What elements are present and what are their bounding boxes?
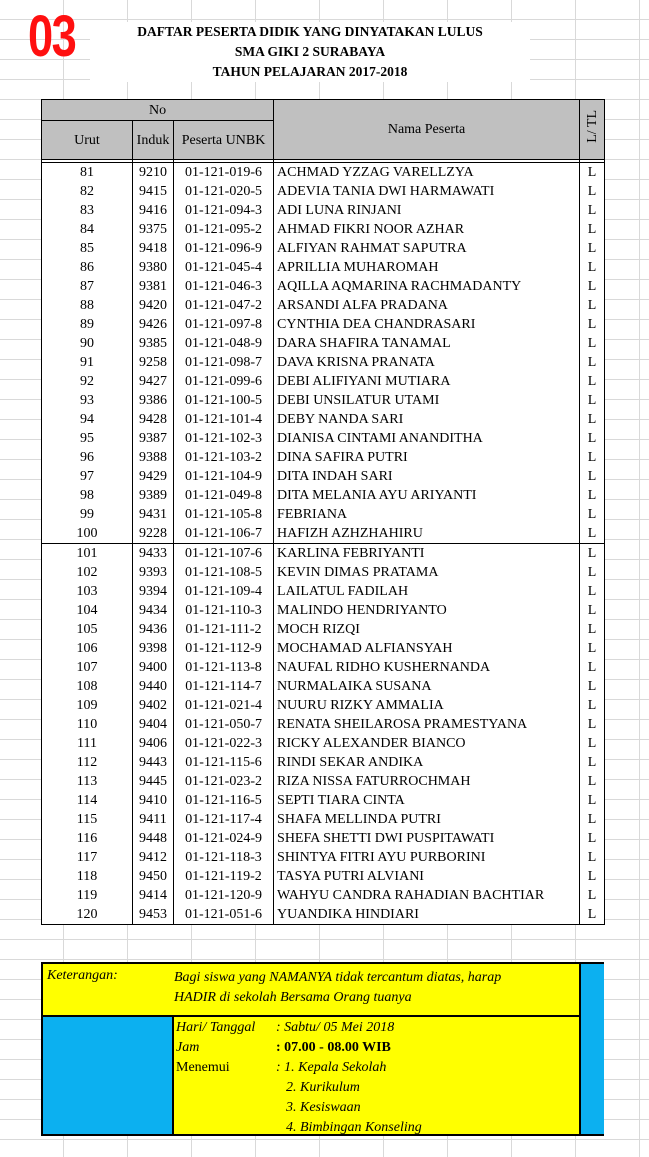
cell-induk: 9450 bbox=[133, 867, 174, 886]
cell-lt: L bbox=[580, 334, 605, 353]
cell-induk: 9433 bbox=[133, 544, 174, 564]
cell-lt: L bbox=[580, 372, 605, 391]
table-row bbox=[42, 429, 605, 448]
cell-induk: 9386 bbox=[133, 391, 174, 410]
cell-nama: KEVIN DIMAS PRATAMA bbox=[274, 563, 580, 582]
cell-lt: L bbox=[580, 467, 605, 486]
cell-induk: 9426 bbox=[133, 315, 174, 334]
cell-lt: L bbox=[580, 829, 605, 848]
cell-lt: L bbox=[580, 544, 605, 564]
cell-lt: L bbox=[580, 315, 605, 334]
cell-urut: 116 bbox=[42, 829, 133, 848]
cell-urut: 93 bbox=[42, 391, 133, 410]
table-row bbox=[42, 677, 605, 696]
keterangan-text bbox=[174, 968, 574, 1008]
cell-induk: 9416 bbox=[133, 201, 174, 220]
cell-lt: L bbox=[580, 277, 605, 296]
table-row bbox=[42, 486, 605, 505]
title-line-3: TAHUN PELAJARAN 2017-2018 bbox=[212, 64, 408, 79]
cell-induk: 9443 bbox=[133, 753, 174, 772]
cell-lt: L bbox=[580, 848, 605, 867]
cell-lt: L bbox=[580, 296, 605, 315]
cell-induk: 9434 bbox=[133, 601, 174, 620]
cell-urut: 109 bbox=[42, 696, 133, 715]
cell-urut: 83 bbox=[42, 201, 133, 220]
cell-unbk: 01-121-114-7 bbox=[174, 677, 274, 696]
cell-unbk: 01-121-108-5 bbox=[174, 563, 274, 582]
cell-nama: DITA MELANIA AYU ARIYANTI bbox=[274, 486, 580, 505]
document-title bbox=[90, 22, 530, 82]
cell-nama: WAHYU CANDRA RAHADIAN BACHTIAR bbox=[274, 886, 580, 905]
cell-lt: L bbox=[580, 201, 605, 220]
cell-induk: 9385 bbox=[133, 334, 174, 353]
cell-unbk: 01-121-050-7 bbox=[174, 715, 274, 734]
cell-induk: 9418 bbox=[133, 239, 174, 258]
cell-induk: 9388 bbox=[133, 448, 174, 467]
cell-induk: 9258 bbox=[133, 353, 174, 372]
page-number: 03 bbox=[28, 4, 76, 69]
table-row bbox=[42, 315, 605, 334]
cell-nama: FEBRIANA bbox=[274, 505, 580, 524]
cell-unbk: 01-121-049-8 bbox=[174, 486, 274, 505]
cell-lt: L bbox=[580, 391, 605, 410]
cell-urut: 114 bbox=[42, 791, 133, 810]
table-row bbox=[42, 848, 605, 867]
table-row bbox=[42, 696, 605, 715]
cell-unbk: 01-121-019-6 bbox=[174, 163, 274, 183]
cell-induk: 9380 bbox=[133, 258, 174, 277]
cell-lt: L bbox=[580, 429, 605, 448]
cell-unbk: 01-121-024-9 bbox=[174, 829, 274, 848]
table-row bbox=[42, 410, 605, 429]
title-line-2: SMA GIKI 2 SURABAYA bbox=[234, 44, 386, 59]
header-unbk: Peserta UNBK bbox=[174, 121, 274, 160]
cell-induk: 9445 bbox=[133, 772, 174, 791]
cell-nama: SHEFA SHETTI DWI PUSPITAWATI bbox=[274, 829, 580, 848]
cell-urut: 97 bbox=[42, 467, 133, 486]
table-row bbox=[42, 544, 605, 564]
cell-induk: 9411 bbox=[133, 810, 174, 829]
cell-urut: 102 bbox=[42, 563, 133, 582]
cell-unbk: 01-121-023-2 bbox=[174, 772, 274, 791]
cell-nama: APRILLIA MUHAROMAH bbox=[274, 258, 580, 277]
blue-block-right bbox=[579, 964, 604, 1134]
table-row bbox=[42, 582, 605, 601]
cell-urut: 111 bbox=[42, 734, 133, 753]
cell-lt: L bbox=[580, 163, 605, 183]
header-lt-label: L/ TL bbox=[584, 110, 600, 143]
cell-urut: 108 bbox=[42, 677, 133, 696]
cell-unbk: 01-121-113-8 bbox=[174, 658, 274, 677]
cell-nama: SHINTYA FITRI AYU PURBORINI bbox=[274, 848, 580, 867]
info-box bbox=[41, 962, 604, 1136]
cell-urut: 98 bbox=[42, 486, 133, 505]
cell-unbk: 01-121-109-4 bbox=[174, 582, 274, 601]
cell-lt: L bbox=[580, 715, 605, 734]
table-row bbox=[42, 658, 605, 677]
cell-lt: L bbox=[580, 258, 605, 277]
cell-lt: L bbox=[580, 905, 605, 925]
title-line-1: DAFTAR PESERTA DIDIK YANG DINYATAKAN LULUS bbox=[137, 24, 483, 39]
menemui-2: 2. Kurikulum bbox=[286, 1080, 360, 1095]
cell-urut: 112 bbox=[42, 753, 133, 772]
table-row bbox=[42, 201, 605, 220]
cell-urut: 103 bbox=[42, 582, 133, 601]
hari-label: Hari/ Tanggal bbox=[176, 1020, 256, 1035]
table-row bbox=[42, 258, 605, 277]
cell-unbk: 01-121-111-2 bbox=[174, 620, 274, 639]
table-row bbox=[42, 563, 605, 582]
cell-nama: DEBI UNSILATUR UTAMI bbox=[274, 391, 580, 410]
cell-induk: 9415 bbox=[133, 182, 174, 201]
cell-urut: 101 bbox=[42, 544, 133, 564]
cell-unbk: 01-121-102-3 bbox=[174, 429, 274, 448]
table-row bbox=[42, 239, 605, 258]
cell-urut: 85 bbox=[42, 239, 133, 258]
cell-induk: 9429 bbox=[133, 467, 174, 486]
cell-nama: YUANDIKA HINDIARI bbox=[274, 905, 580, 925]
cell-induk: 9402 bbox=[133, 696, 174, 715]
cell-nama: DEBI ALIFIYANI MUTIARA bbox=[274, 372, 580, 391]
cell-lt: L bbox=[580, 582, 605, 601]
cell-unbk: 01-121-112-9 bbox=[174, 639, 274, 658]
cell-lt: L bbox=[580, 563, 605, 582]
table-row bbox=[42, 182, 605, 201]
table-row bbox=[42, 391, 605, 410]
cell-nama: LAILATUL FADILAH bbox=[274, 582, 580, 601]
cell-nama: SEPTI TIARA CINTA bbox=[274, 791, 580, 810]
cell-lt: L bbox=[580, 524, 605, 544]
cell-lt: L bbox=[580, 486, 605, 505]
cell-urut: 88 bbox=[42, 296, 133, 315]
cell-nama: KARLINA FEBRIYANTI bbox=[274, 544, 580, 564]
student-table bbox=[41, 99, 605, 925]
cell-nama: RIZA NISSA FATURROCHMAH bbox=[274, 772, 580, 791]
header-urut: Urut bbox=[42, 121, 133, 160]
cell-unbk: 01-121-099-6 bbox=[174, 372, 274, 391]
cell-urut: 119 bbox=[42, 886, 133, 905]
cell-nama: RENATA SHEILAROSA PRAMESTYANA bbox=[274, 715, 580, 734]
cell-lt: L bbox=[580, 220, 605, 239]
keterangan-line-2: HADIR di sekolah Bersama Orang tuanya bbox=[174, 990, 412, 1005]
table-row bbox=[42, 448, 605, 467]
cell-lt: L bbox=[580, 620, 605, 639]
cell-urut: 95 bbox=[42, 429, 133, 448]
cell-nama: NUURU RIZKY AMMALIA bbox=[274, 696, 580, 715]
cell-lt: L bbox=[580, 696, 605, 715]
cell-induk: 9448 bbox=[133, 829, 174, 848]
cell-induk: 9431 bbox=[133, 505, 174, 524]
cell-induk: 9453 bbox=[133, 905, 174, 925]
cell-nama: MOCHAMAD ALFIANSYAH bbox=[274, 639, 580, 658]
cell-unbk: 01-121-022-3 bbox=[174, 734, 274, 753]
schedule-details bbox=[174, 1018, 574, 1138]
cell-unbk: 01-121-116-5 bbox=[174, 791, 274, 810]
cell-induk: 9436 bbox=[133, 620, 174, 639]
cell-induk: 9393 bbox=[133, 563, 174, 582]
cell-nama: DEBY NANDA SARI bbox=[274, 410, 580, 429]
table-row bbox=[42, 791, 605, 810]
cell-nama: MOCH RIZQI bbox=[274, 620, 580, 639]
cell-induk: 9228 bbox=[133, 524, 174, 544]
table-row bbox=[42, 867, 605, 886]
cell-unbk: 01-121-120-9 bbox=[174, 886, 274, 905]
cell-lt: L bbox=[580, 810, 605, 829]
cell-urut: 90 bbox=[42, 334, 133, 353]
cell-lt: L bbox=[580, 677, 605, 696]
cell-nama: CYNTHIA DEA CHANDRASARI bbox=[274, 315, 580, 334]
cell-urut: 92 bbox=[42, 372, 133, 391]
cell-nama: DITA INDAH SARI bbox=[274, 467, 580, 486]
cell-induk: 9375 bbox=[133, 220, 174, 239]
cell-unbk: 01-121-045-4 bbox=[174, 258, 274, 277]
cell-nama: SHAFA MELLINDA PUTRI bbox=[274, 810, 580, 829]
cell-unbk: 01-121-097-8 bbox=[174, 315, 274, 334]
cell-urut: 118 bbox=[42, 867, 133, 886]
cell-unbk: 01-121-104-9 bbox=[174, 467, 274, 486]
cell-urut: 87 bbox=[42, 277, 133, 296]
cell-urut: 113 bbox=[42, 772, 133, 791]
cell-unbk: 01-121-096-9 bbox=[174, 239, 274, 258]
blue-block-left bbox=[43, 1017, 174, 1134]
cell-urut: 86 bbox=[42, 258, 133, 277]
cell-urut: 107 bbox=[42, 658, 133, 677]
cell-urut: 110 bbox=[42, 715, 133, 734]
cell-induk: 9427 bbox=[133, 372, 174, 391]
table-row bbox=[42, 372, 605, 391]
cell-induk: 9420 bbox=[133, 296, 174, 315]
table-row bbox=[42, 296, 605, 315]
table-row bbox=[42, 220, 605, 239]
cell-induk: 9410 bbox=[133, 791, 174, 810]
table-row bbox=[42, 905, 605, 925]
cell-lt: L bbox=[580, 601, 605, 620]
cell-induk: 9389 bbox=[133, 486, 174, 505]
cell-induk: 9412 bbox=[133, 848, 174, 867]
cell-urut: 106 bbox=[42, 639, 133, 658]
cell-nama: DARA SHAFIRA TANAMAL bbox=[274, 334, 580, 353]
cell-lt: L bbox=[580, 867, 605, 886]
cell-urut: 82 bbox=[42, 182, 133, 201]
cell-lt: L bbox=[580, 658, 605, 677]
cell-nama: DAVA KRISNA PRANATA bbox=[274, 353, 580, 372]
table-row bbox=[42, 601, 605, 620]
cell-urut: 105 bbox=[42, 620, 133, 639]
cell-nama: DIANISA CINTAMI ANANDITHA bbox=[274, 429, 580, 448]
menemui-3: 3. Kesiswaan bbox=[286, 1100, 361, 1115]
cell-urut: 99 bbox=[42, 505, 133, 524]
table-row bbox=[42, 772, 605, 791]
cell-nama: ARSANDI ALFA PRADANA bbox=[274, 296, 580, 315]
hari-value: : Sabtu/ 05 Mei 2018 bbox=[276, 1020, 395, 1035]
menemui-1: : 1. Kepala Sekolah bbox=[276, 1060, 387, 1075]
table-row bbox=[42, 505, 605, 524]
cell-induk: 9414 bbox=[133, 886, 174, 905]
cell-unbk: 01-121-118-3 bbox=[174, 848, 274, 867]
cell-urut: 100 bbox=[42, 524, 133, 544]
table-row bbox=[42, 715, 605, 734]
header-no: No bbox=[42, 100, 274, 121]
cell-urut: 120 bbox=[42, 905, 133, 925]
table-row bbox=[42, 277, 605, 296]
cell-induk: 9400 bbox=[133, 658, 174, 677]
cell-lt: L bbox=[580, 791, 605, 810]
cell-unbk: 01-121-095-2 bbox=[174, 220, 274, 239]
cell-lt: L bbox=[580, 639, 605, 658]
table-row bbox=[42, 810, 605, 829]
cell-induk: 9404 bbox=[133, 715, 174, 734]
cell-lt: L bbox=[580, 734, 605, 753]
cell-nama: ADEVIA TANIA DWI HARMAWATI bbox=[274, 182, 580, 201]
cell-lt: L bbox=[580, 753, 605, 772]
cell-unbk: 01-121-117-4 bbox=[174, 810, 274, 829]
cell-unbk: 01-121-098-7 bbox=[174, 353, 274, 372]
cell-urut: 94 bbox=[42, 410, 133, 429]
cell-unbk: 01-121-048-9 bbox=[174, 334, 274, 353]
cell-unbk: 01-121-106-7 bbox=[174, 524, 274, 544]
header-lt bbox=[580, 100, 605, 160]
cell-lt: L bbox=[580, 772, 605, 791]
cell-induk: 9210 bbox=[133, 163, 174, 183]
cell-nama: DINA SAFIRA PUTRI bbox=[274, 448, 580, 467]
cell-induk: 9398 bbox=[133, 639, 174, 658]
cell-nama: RINDI SEKAR ANDIKA bbox=[274, 753, 580, 772]
cell-unbk: 01-121-119-2 bbox=[174, 867, 274, 886]
keterangan-label: Keterangan: bbox=[47, 968, 118, 983]
cell-unbk: 01-121-107-6 bbox=[174, 544, 274, 564]
cell-urut: 96 bbox=[42, 448, 133, 467]
table-row bbox=[42, 886, 605, 905]
cell-induk: 9440 bbox=[133, 677, 174, 696]
table-row bbox=[42, 753, 605, 772]
cell-unbk: 01-121-020-5 bbox=[174, 182, 274, 201]
cell-urut: 84 bbox=[42, 220, 133, 239]
cell-unbk: 01-121-103-2 bbox=[174, 448, 274, 467]
cell-urut: 91 bbox=[42, 353, 133, 372]
cell-unbk: 01-121-094-3 bbox=[174, 201, 274, 220]
table-row bbox=[42, 620, 605, 639]
table-row bbox=[42, 467, 605, 486]
table-row bbox=[42, 829, 605, 848]
cell-unbk: 01-121-105-8 bbox=[174, 505, 274, 524]
cell-induk: 9387 bbox=[133, 429, 174, 448]
jam-value: : 07.00 - 08.00 WIB bbox=[276, 1040, 391, 1055]
cell-nama: HAFIZH AZHZHAHIRU bbox=[274, 524, 580, 544]
cell-lt: L bbox=[580, 239, 605, 258]
cell-nama: NAUFAL RIDHO KUSHERNANDA bbox=[274, 658, 580, 677]
cell-induk: 9406 bbox=[133, 734, 174, 753]
cell-nama: TASYA PUTRI ALVIANI bbox=[274, 867, 580, 886]
table-row bbox=[42, 639, 605, 658]
table-row bbox=[42, 353, 605, 372]
cell-nama: ADI LUNA RINJANI bbox=[274, 201, 580, 220]
cell-unbk: 01-121-047-2 bbox=[174, 296, 274, 315]
cell-unbk: 01-121-100-5 bbox=[174, 391, 274, 410]
cell-urut: 81 bbox=[42, 163, 133, 183]
cell-unbk: 01-121-101-4 bbox=[174, 410, 274, 429]
cell-unbk: 01-121-046-3 bbox=[174, 277, 274, 296]
cell-urut: 117 bbox=[42, 848, 133, 867]
cell-unbk: 01-121-110-3 bbox=[174, 601, 274, 620]
jam-label: Jam bbox=[176, 1040, 200, 1055]
cell-lt: L bbox=[580, 505, 605, 524]
cell-lt: L bbox=[580, 410, 605, 429]
cell-nama: NURMALAIKA SUSANA bbox=[274, 677, 580, 696]
header-induk: Induk bbox=[133, 121, 174, 160]
cell-urut: 115 bbox=[42, 810, 133, 829]
header-nama: Nama Peserta bbox=[274, 100, 580, 160]
cell-unbk: 01-121-021-4 bbox=[174, 696, 274, 715]
cell-lt: L bbox=[580, 182, 605, 201]
table-row bbox=[42, 524, 605, 544]
table-row bbox=[42, 334, 605, 353]
cell-induk: 9381 bbox=[133, 277, 174, 296]
cell-nama: AQILLA AQMARINA RACHMADANTY bbox=[274, 277, 580, 296]
cell-nama: ACHMAD YZZAG VARELLZYA bbox=[274, 163, 580, 183]
cell-nama: RICKY ALEXANDER BIANCO bbox=[274, 734, 580, 753]
table-row bbox=[42, 734, 605, 753]
table-row bbox=[42, 163, 605, 183]
cell-nama: AHMAD FIKRI NOOR AZHAR bbox=[274, 220, 580, 239]
cell-lt: L bbox=[580, 886, 605, 905]
menemui-label: Menemui bbox=[176, 1060, 230, 1075]
cell-lt: L bbox=[580, 353, 605, 372]
cell-nama: MALINDO HENDRIYANTO bbox=[274, 601, 580, 620]
menemui-4: 4. Bimbingan Konseling bbox=[286, 1120, 422, 1135]
cell-unbk: 01-121-051-6 bbox=[174, 905, 274, 925]
cell-urut: 104 bbox=[42, 601, 133, 620]
cell-lt: L bbox=[580, 448, 605, 467]
cell-nama: ALFIYAN RAHMAT SAPUTRA bbox=[274, 239, 580, 258]
keterangan-line-1: Bagi siswa yang NAMANYA tidak tercantum diatas, harap bbox=[174, 970, 502, 985]
cell-unbk: 01-121-115-6 bbox=[174, 753, 274, 772]
cell-induk: 9428 bbox=[133, 410, 174, 429]
cell-induk: 9394 bbox=[133, 582, 174, 601]
cell-urut: 89 bbox=[42, 315, 133, 334]
